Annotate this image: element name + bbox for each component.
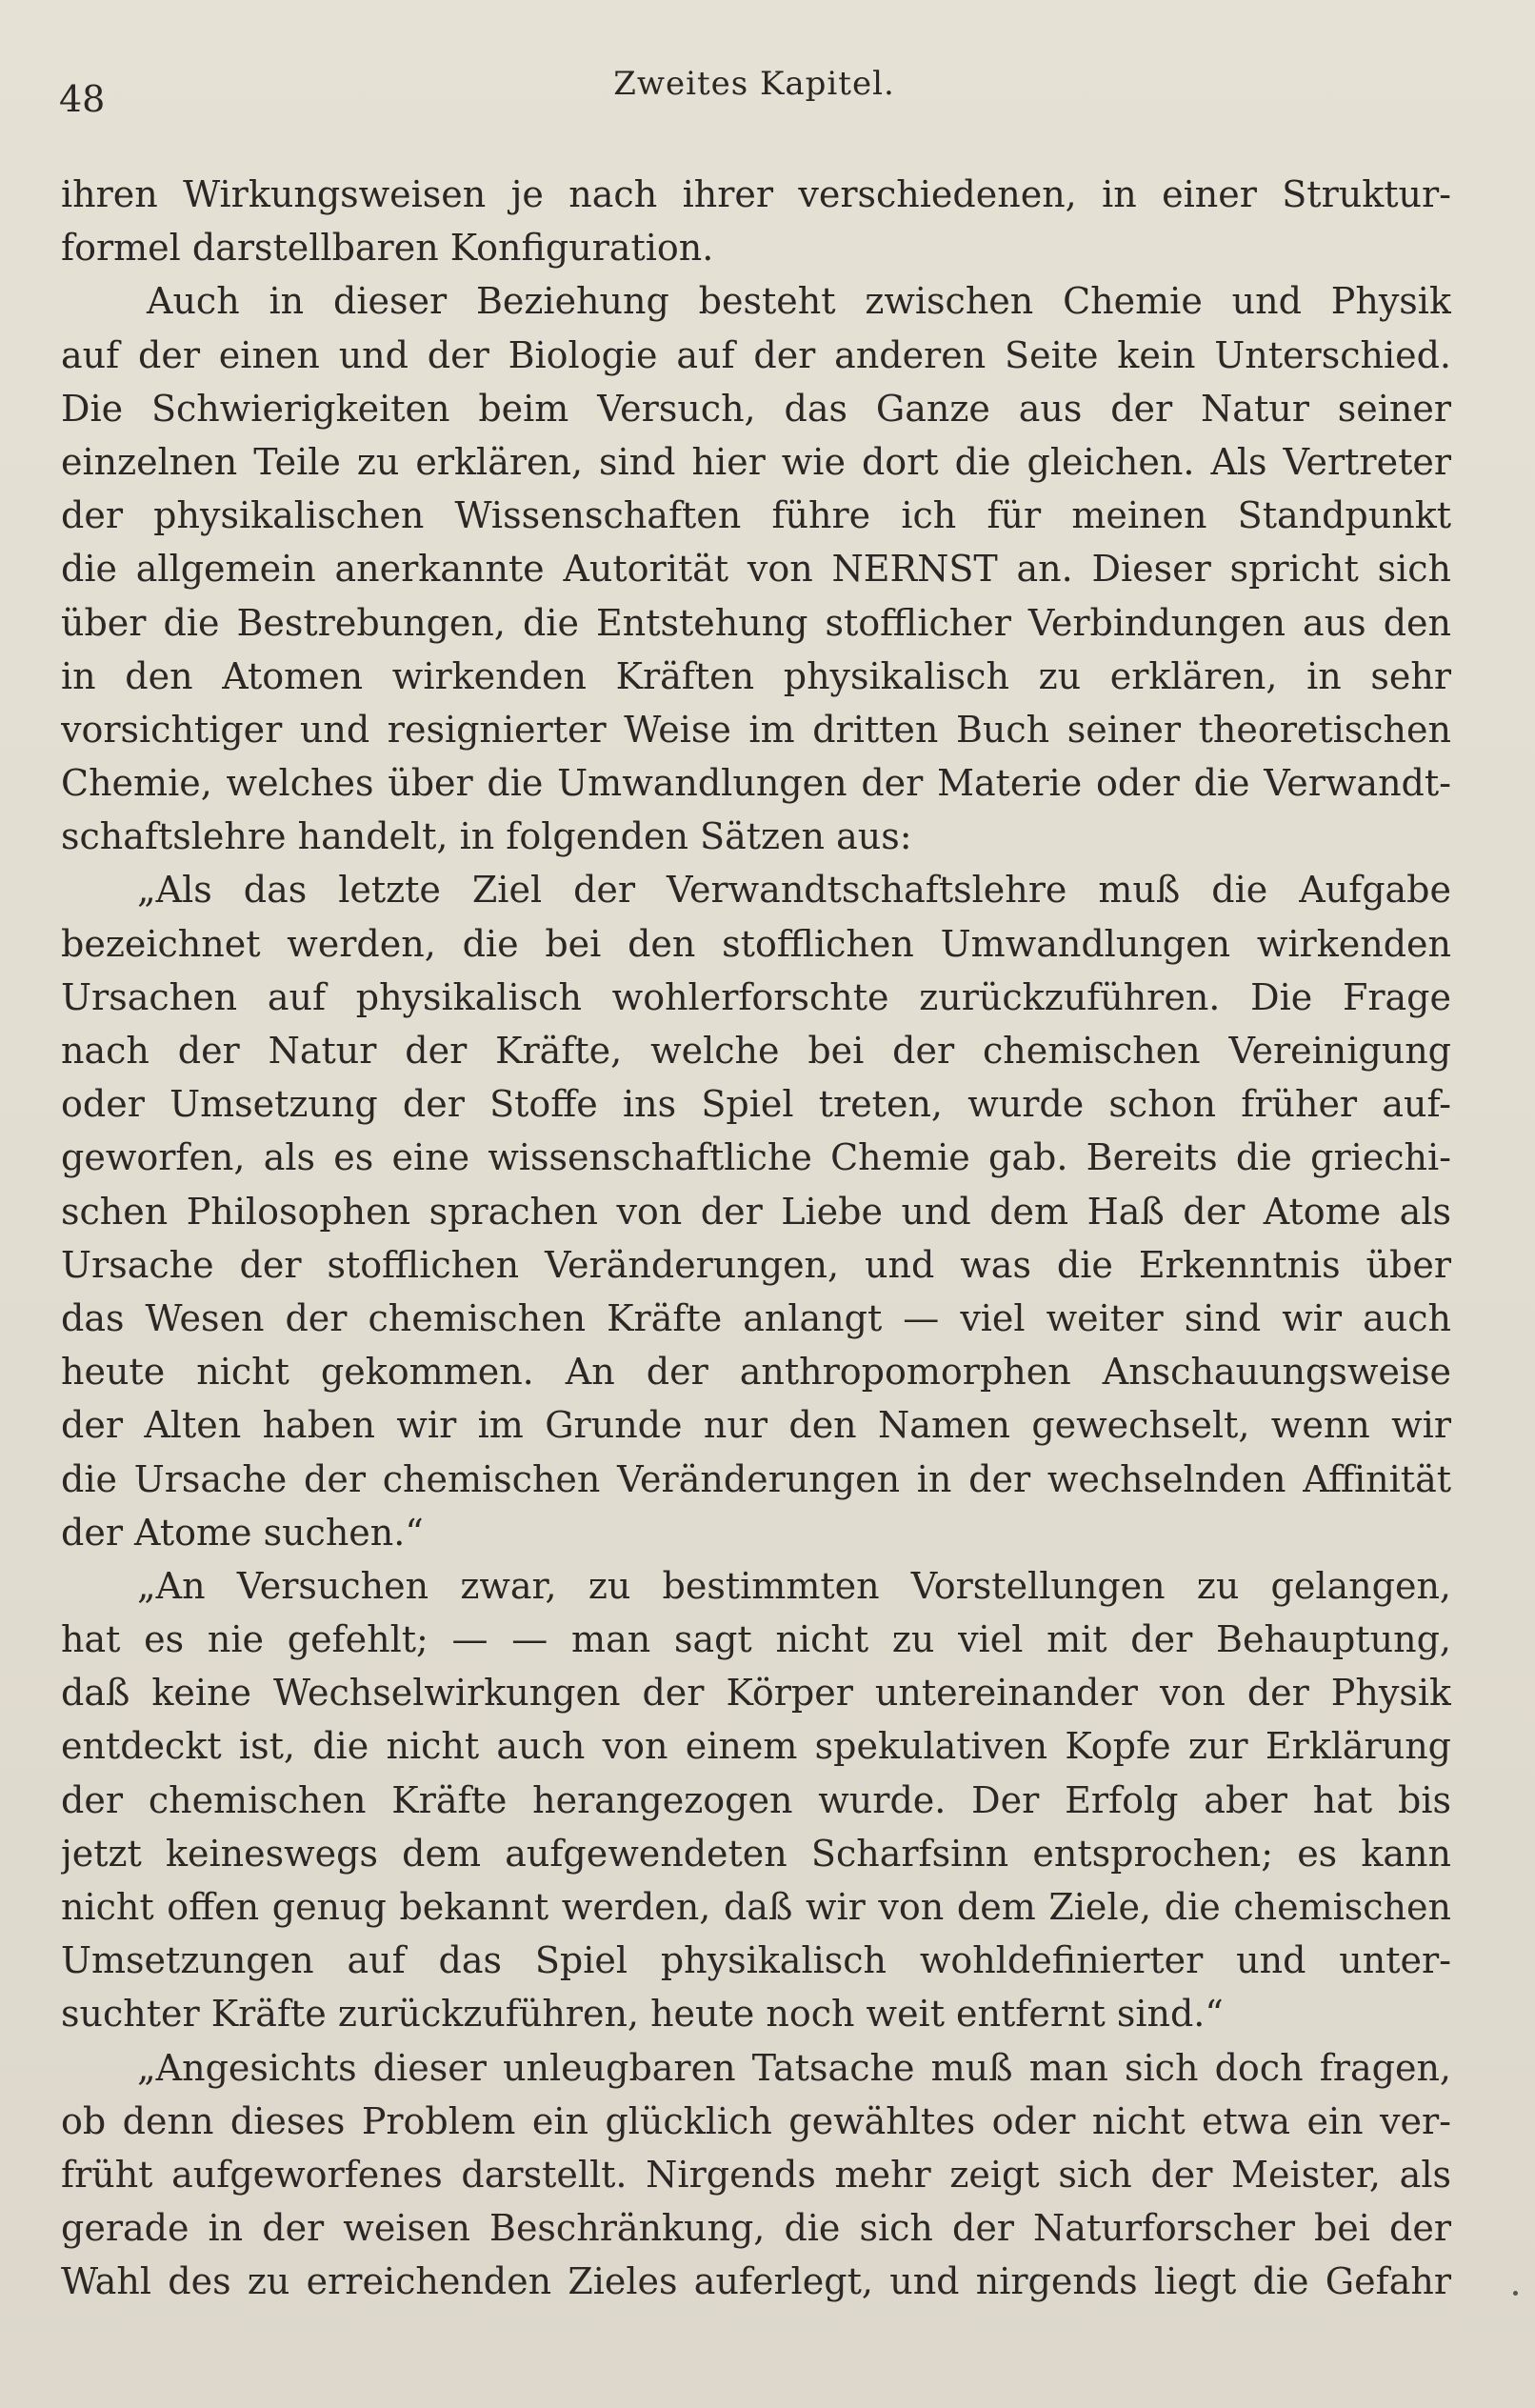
text-line: „Angesichts dieser unleugbaren Tatsache muß man sich doch fragen, xyxy=(137,2046,1451,2089)
text-line: „An Versuchen zwar, zu bestimmten Vorstellungen zu gelangen, xyxy=(137,1564,1451,1607)
text-line: die Ursache der chemischen Veränderungen in der wechselnden Affinität xyxy=(61,1457,1451,1500)
text-line: schen Philosophen sprachen von der Liebe und dem Haß der Atome als xyxy=(61,1190,1451,1233)
text-line: formel darstellbaren Konfiguration. xyxy=(61,227,714,270)
body-text xyxy=(61,168,1451,2309)
text-line: daß keine Wechselwirkungen der Körper untereinander von der Physik xyxy=(61,1672,1451,1715)
text-line: der Alten haben wir im Grunde nur den Namen gewechselt, wenn wir xyxy=(61,1404,1451,1447)
text-line: oder Umsetzung der Stoffe ins Spiel treten, wurde schon früher auf- xyxy=(61,1083,1451,1126)
text-line: Ursachen auf physikalisch wohlerforschte zurückzuführen. Die Frage xyxy=(61,975,1451,1018)
text-line: bezeichnet werden, die bei den stofflichen Umwandlungen wirkenden xyxy=(61,922,1451,965)
text-line: Auch in dieser Beziehung besteht zwischen Chemie und Physik xyxy=(147,280,1451,323)
text-line: Chemie, welches über die Umwandlungen der Materie oder die Verwandt- xyxy=(61,762,1451,805)
text-line: über die Bestrebungen, die Entstehung stofflicher Verbindungen aus den xyxy=(61,601,1451,644)
text-line: der chemischen Kräfte herangezogen wurde. Der Erfolg aber hat bis xyxy=(61,1778,1451,1821)
text-line: der physikalischen Wissenschaften führe ich für meinen Standpunkt xyxy=(61,494,1451,537)
text-line: gerade in der weisen Beschränkung, die sich der Naturforscher bei der xyxy=(61,2207,1451,2250)
text-line: heute nicht gekommen. An der anthropomorphen Anschauungsweise xyxy=(61,1351,1451,1394)
text-line: geworfen, als es eine wissenschaftliche Chemie gab. Bereits die griechi- xyxy=(61,1136,1451,1179)
text-line: Ursache der stofflichen Veränderungen, und was die Erkenntnis über xyxy=(61,1243,1451,1286)
text-line: Die Schwierigkeiten beim Versuch, das Ganze aus der Natur seiner xyxy=(61,387,1451,430)
text-line: auf der einen und der Biologie auf der anderen Seite kein Unterschied. xyxy=(61,333,1451,376)
text-line: Umsetzungen auf das Spiel physikalisch wohldefinierter und unter- xyxy=(61,1939,1451,1982)
text-line: früht aufgeworfenes darstellt. Nirgends mehr zeigt sich der Meister, als xyxy=(61,2153,1451,2196)
text-line: in den Atomen wirkenden Kräften physikalisch zu erklären, in sehr xyxy=(61,654,1451,697)
page-header xyxy=(59,57,1449,124)
text-line: die allgemein anerkannte Autorität von NERNST an. Dieser spricht sich xyxy=(61,548,1451,591)
running-title: Zweites Kapitel. xyxy=(613,65,895,103)
text-line: suchter Kräfte zurückzuführen, heute noch weit entfernt sind.“ xyxy=(61,1993,1224,2036)
text-line: einzelnen Teile zu erklären, sind hier wie dort die gleichen. Als Vertreter xyxy=(61,440,1451,483)
text-line: das Wesen der chemischen Kräfte anlangt — viel weiter sind wir auch xyxy=(61,1296,1451,1339)
text-line: ob denn dieses Problem ein glücklich gewähltes oder nicht etwa ein ver- xyxy=(61,2099,1451,2142)
text-line: jetzt keineswegs dem aufgewendeten Scharfsinn entsprochen; es kann xyxy=(61,1832,1451,1875)
text-line: vorsichtiger und resignierter Weise im dritten Buch seiner theoretischen xyxy=(61,708,1451,751)
text-line: „Als das letzte Ziel der Verwandtschaftslehre muß die Aufgabe xyxy=(137,869,1451,912)
text-line: Wahl des zu erreichenden Zieles auferlegt, und nirgends liegt die Gefahr xyxy=(61,2260,1451,2303)
text-line: entdeckt ist, die nicht auch von einem spekulativen Kopfe zur Erklärung xyxy=(61,1725,1451,1768)
text-line: nicht offen genug bekannt werden, daß wir von dem Ziele, die chemischen xyxy=(61,1886,1451,1928)
text-line: schaftslehre handelt, in folgenden Sätzen aus: xyxy=(61,815,912,858)
text-line: hat es nie gefehlt; — — man sagt nicht zu viel mit der Behauptung, xyxy=(61,1618,1451,1661)
text-line: ihren Wirkungsweisen je nach ihrer verschiedenen, in einer Struktur- xyxy=(61,173,1451,215)
text-line: der Atome suchen.“ xyxy=(61,1511,424,1554)
margin-speck xyxy=(1513,2291,1518,2296)
page-number: 48 xyxy=(59,78,106,120)
text-line: nach der Natur der Kräfte, welche bei der chemischen Vereinigung xyxy=(61,1030,1451,1072)
